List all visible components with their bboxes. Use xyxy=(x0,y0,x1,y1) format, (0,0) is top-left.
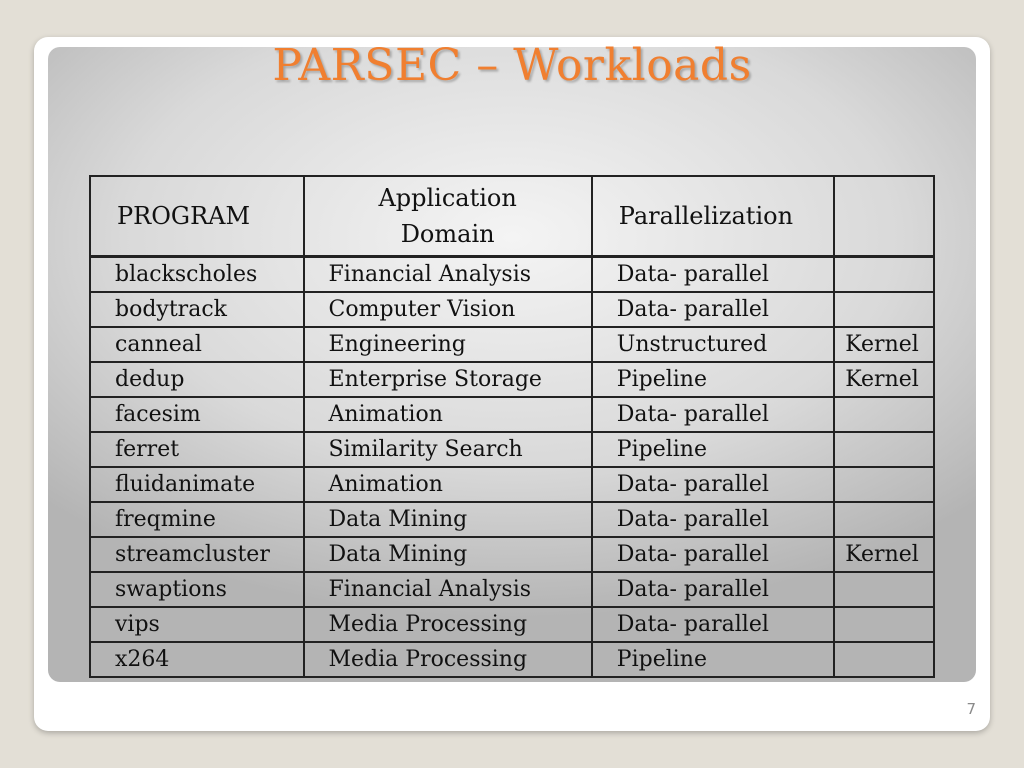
cell-kernel: Kernel xyxy=(834,362,934,397)
header-application-domain xyxy=(304,176,592,257)
cell-kernel xyxy=(834,432,934,467)
cell-application-domain: Animation xyxy=(304,467,592,502)
cell-kernel: Kernel xyxy=(834,327,934,362)
cell-parallelization: Unstructured xyxy=(592,327,834,362)
table-row xyxy=(90,432,934,467)
cell-kernel xyxy=(834,467,934,502)
cell-program: dedup xyxy=(90,362,304,397)
cell-parallelization: Data- parallel xyxy=(592,572,834,607)
table-row xyxy=(90,257,934,293)
cell-program: fluidanimate xyxy=(90,467,304,502)
header-application-domain-text: Application Domain xyxy=(378,184,517,248)
table-row xyxy=(90,537,934,572)
cell-parallelization: Data- parallel xyxy=(592,257,834,293)
cell-program: canneal xyxy=(90,327,304,362)
table-row xyxy=(90,292,934,327)
cell-kernel: Kernel xyxy=(834,537,934,572)
table-header-row xyxy=(90,176,934,257)
table-row xyxy=(90,572,934,607)
cell-kernel xyxy=(834,257,934,293)
table-row xyxy=(90,327,934,362)
cell-parallelization: Data- parallel xyxy=(592,607,834,642)
cell-program: ferret xyxy=(90,432,304,467)
cell-kernel xyxy=(834,607,934,642)
cell-parallelization: Pipeline xyxy=(592,432,834,467)
table-row xyxy=(90,397,934,432)
slide-title: PARSEC – Workloads xyxy=(272,40,752,91)
cell-parallelization: Data- parallel xyxy=(592,292,834,327)
cell-program: blackscholes xyxy=(90,257,304,293)
cell-parallelization: Data- parallel xyxy=(592,502,834,537)
cell-kernel xyxy=(834,642,934,677)
cell-parallelization: Data- parallel xyxy=(592,397,834,432)
cell-parallelization: Pipeline xyxy=(592,362,834,397)
cell-program: vips xyxy=(90,607,304,642)
cell-application-domain: Data Mining xyxy=(304,502,592,537)
cell-application-domain: Animation xyxy=(304,397,592,432)
cell-application-domain: Media Processing xyxy=(304,642,592,677)
cell-kernel xyxy=(834,292,934,327)
table-row xyxy=(90,607,934,642)
cell-program: facesim xyxy=(90,397,304,432)
cell-application-domain: Computer Vision xyxy=(304,292,592,327)
cell-program: swaptions xyxy=(90,572,304,607)
cell-program: x264 xyxy=(90,642,304,677)
header-program: PROGRAM xyxy=(90,176,304,257)
cell-parallelization: Pipeline xyxy=(592,642,834,677)
cell-kernel xyxy=(834,397,934,432)
cell-application-domain: Engineering xyxy=(304,327,592,362)
table-row xyxy=(90,642,934,677)
workloads-table xyxy=(89,175,935,678)
cell-kernel xyxy=(834,502,934,537)
cell-application-domain: Enterprise Storage xyxy=(304,362,592,397)
table-row xyxy=(90,502,934,537)
cell-parallelization: Data- parallel xyxy=(592,537,834,572)
table-row xyxy=(90,467,934,502)
table-row xyxy=(90,362,934,397)
table-body xyxy=(90,257,934,678)
cell-program: bodytrack xyxy=(90,292,304,327)
header-parallelization: Parallelization xyxy=(592,176,834,257)
cell-application-domain: Financial Analysis xyxy=(304,257,592,293)
cell-program: streamcluster xyxy=(90,537,304,572)
header-blank xyxy=(834,176,934,257)
cell-program: freqmine xyxy=(90,502,304,537)
cell-application-domain: Similarity Search xyxy=(304,432,592,467)
cell-application-domain: Media Processing xyxy=(304,607,592,642)
cell-application-domain: Data Mining xyxy=(304,537,592,572)
page-number: 7 xyxy=(966,700,976,718)
cell-parallelization: Data- parallel xyxy=(592,467,834,502)
cell-kernel xyxy=(834,572,934,607)
cell-application-domain: Financial Analysis xyxy=(304,572,592,607)
